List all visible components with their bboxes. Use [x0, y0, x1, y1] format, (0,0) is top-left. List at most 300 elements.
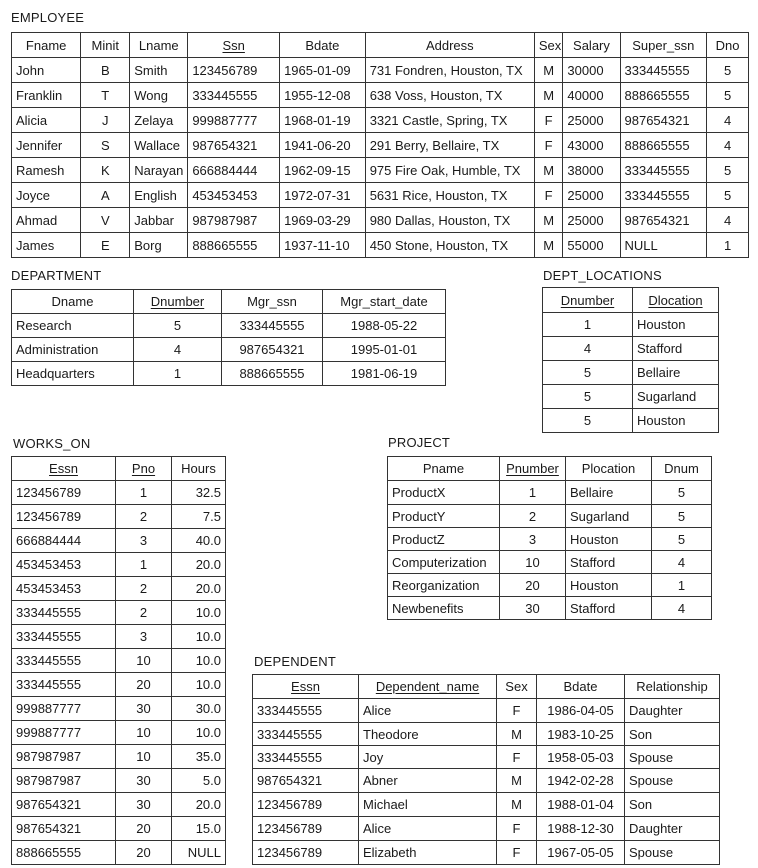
dept-locations-title: DEPT_LOCATIONS: [543, 268, 662, 283]
column-header: [280, 33, 366, 58]
table-cell: Elizabeth: [359, 841, 497, 865]
table-row: [12, 553, 226, 577]
column-header-label: Bdate: [563, 679, 598, 694]
table-cell: Abner: [359, 769, 497, 793]
column-header: [633, 288, 719, 313]
column-header-label: Dlocation: [648, 292, 703, 308]
table-cell: 32.5: [172, 481, 226, 505]
table-cell: 666884444: [12, 529, 116, 553]
column-header-label: Fname: [25, 37, 67, 53]
table-cell: 123456789: [253, 793, 359, 817]
table-cell: 1988-01-04: [537, 793, 625, 817]
table-cell: 333445555: [12, 673, 116, 697]
table-cell: 888665555: [620, 133, 707, 158]
table-cell: 5.0: [172, 769, 226, 793]
column-header-label: Mgr_start_date: [340, 294, 428, 309]
column-header-label: Minit: [91, 37, 119, 53]
table-cell: 10: [500, 551, 566, 574]
table-cell: 666884444: [188, 158, 280, 183]
table-cell: 123456789: [12, 505, 116, 529]
table-cell: 25000: [563, 208, 620, 233]
table-cell: 888665555: [222, 362, 323, 386]
table-cell: F: [534, 108, 563, 133]
table-cell: F: [534, 183, 563, 208]
table-cell: F: [497, 699, 537, 723]
table-cell: 987987987: [188, 208, 280, 233]
table-cell: 980 Dallas, Houston, TX: [365, 208, 534, 233]
table-cell: 10.0: [172, 721, 226, 745]
table-row: [12, 183, 749, 208]
column-header-label: Salary: [573, 37, 610, 53]
table-cell: M: [497, 793, 537, 817]
table-cell: 5631 Rice, Houston, TX: [365, 183, 534, 208]
table-cell: 1: [707, 233, 749, 258]
table-cell: 1: [543, 313, 633, 337]
table-row: [388, 481, 712, 505]
table-row: [12, 108, 749, 133]
table-row: [12, 841, 226, 865]
table-cell: 291 Berry, Bellaire, TX: [365, 133, 534, 158]
table-cell: 2: [116, 505, 172, 529]
table-cell: Franklin: [12, 83, 81, 108]
table-cell: 10: [116, 745, 172, 769]
table-cell: Houston: [633, 313, 719, 337]
table-row: [253, 769, 720, 793]
table-cell: T: [81, 83, 130, 108]
table-cell: 2: [116, 577, 172, 601]
table-cell: 123456789: [253, 841, 359, 865]
column-header-label: Sex: [538, 37, 562, 53]
table-cell: 20.0: [172, 577, 226, 601]
table-cell: 999887777: [188, 108, 280, 133]
table-cell: 987654321: [12, 817, 116, 841]
table-cell: 2: [116, 601, 172, 625]
table-cell: Houston: [566, 528, 652, 551]
table-row: [12, 817, 226, 841]
column-header-label: Sex: [505, 679, 528, 694]
table-cell: 2: [500, 505, 566, 528]
table-cell: 999887777: [12, 721, 116, 745]
table-row: [388, 574, 712, 597]
column-header: [625, 675, 720, 699]
column-header: [12, 33, 81, 58]
table-cell: NULL: [620, 233, 707, 258]
table-cell: 3321 Castle, Spring, TX: [365, 108, 534, 133]
table-row: [12, 362, 446, 386]
table-cell: 10.0: [172, 625, 226, 649]
table-cell: 40.0: [172, 529, 226, 553]
table-cell: 333445555: [12, 649, 116, 673]
column-header-label: Dependent_name: [375, 679, 480, 694]
table-row: [12, 505, 226, 529]
column-header: [543, 288, 633, 313]
table-row: [388, 551, 712, 574]
table-cell: Alicia: [12, 108, 81, 133]
table-cell: 450 Stone, Houston, TX: [365, 233, 534, 258]
table-cell: M: [497, 723, 537, 746]
table-cell: 1972-07-31: [280, 183, 366, 208]
table-cell: Sugarland: [633, 385, 719, 409]
column-header-label: Dno: [715, 37, 740, 53]
table-cell: 40000: [563, 83, 620, 108]
table-cell: 1: [134, 362, 222, 386]
column-header: [81, 33, 130, 58]
table-cell: Alice: [359, 817, 497, 841]
table-cell: 3: [500, 528, 566, 551]
department-header-row: [12, 290, 446, 314]
column-header-label: Pnumber: [506, 461, 559, 476]
dept-locations-header-row: [543, 288, 719, 313]
table-cell: Jabbar: [130, 208, 188, 233]
table-cell: 987654321: [188, 133, 280, 158]
table-cell: 4: [707, 108, 749, 133]
table-cell: 1: [500, 481, 566, 505]
table-cell: 888665555: [620, 83, 707, 108]
column-header-label: Pno: [131, 461, 156, 476]
column-header: [188, 33, 280, 58]
table-cell: Joy: [359, 746, 497, 769]
column-header: [497, 675, 537, 699]
column-header: [534, 33, 563, 58]
table-cell: 1: [116, 553, 172, 577]
column-header: [388, 457, 500, 481]
column-header-label: Plocation: [581, 461, 636, 476]
column-header-label: Hours: [181, 461, 216, 476]
table-cell: 5: [543, 361, 633, 385]
table-cell: Zelaya: [130, 108, 188, 133]
employee-header-row: [12, 33, 749, 58]
column-header-label: Dname: [51, 294, 94, 309]
department-table: [11, 289, 446, 386]
table-row: [253, 699, 720, 723]
table-cell: 5: [543, 409, 633, 433]
table-cell: 123456789: [253, 817, 359, 841]
column-header: [566, 457, 652, 481]
column-header: [563, 33, 620, 58]
table-cell: Computerization: [388, 551, 500, 574]
table-row: [12, 625, 226, 649]
table-row: [12, 208, 749, 233]
table-row: [12, 58, 749, 83]
table-row: [253, 746, 720, 769]
table-cell: 1955-12-08: [280, 83, 366, 108]
table-cell: J: [81, 108, 130, 133]
table-cell: 1983-10-25: [537, 723, 625, 746]
table-cell: 333445555: [12, 625, 116, 649]
column-header: [116, 457, 172, 481]
table-cell: 888665555: [12, 841, 116, 865]
table-cell: 1962-09-15: [280, 158, 366, 183]
table-cell: Research: [12, 314, 134, 338]
table-row: [12, 649, 226, 673]
table-cell: ProductY: [388, 505, 500, 528]
table-row: [253, 793, 720, 817]
table-row: [12, 83, 749, 108]
table-cell: 1937-11-10: [280, 233, 366, 258]
table-row: [388, 505, 712, 528]
table-cell: M: [497, 769, 537, 793]
table-cell: F: [497, 746, 537, 769]
table-cell: Joyce: [12, 183, 81, 208]
table-row: [12, 769, 226, 793]
column-header-label: Dnumber: [560, 292, 615, 308]
table-row: [12, 745, 226, 769]
table-cell: Narayan: [130, 158, 188, 183]
table-cell: 25000: [563, 108, 620, 133]
table-cell: 35.0: [172, 745, 226, 769]
table-cell: 4: [134, 338, 222, 362]
table-cell: 5: [707, 58, 749, 83]
table-cell: Son: [625, 723, 720, 746]
table-cell: Spouse: [625, 746, 720, 769]
table-cell: 5: [707, 158, 749, 183]
table-cell: 1981-06-19: [323, 362, 446, 386]
table-cell: 38000: [563, 158, 620, 183]
table-row: [388, 528, 712, 551]
table-cell: 1988-12-30: [537, 817, 625, 841]
table-cell: 5: [707, 183, 749, 208]
works-on-title: WORKS_ON: [13, 436, 91, 451]
table-cell: ProductX: [388, 481, 500, 505]
works-on-header-row: [12, 457, 226, 481]
project-table: [387, 456, 712, 620]
table-cell: Houston: [566, 574, 652, 597]
column-header: [323, 290, 446, 314]
table-cell: 1965-01-09: [280, 58, 366, 83]
table-cell: V: [81, 208, 130, 233]
table-cell: 30: [116, 769, 172, 793]
table-cell: M: [534, 58, 563, 83]
table-cell: 638 Voss, Houston, TX: [365, 83, 534, 108]
table-cell: English: [130, 183, 188, 208]
table-cell: Theodore: [359, 723, 497, 746]
dependent-header-row: [253, 675, 720, 699]
table-cell: 999887777: [12, 697, 116, 721]
table-cell: 1968-01-19: [280, 108, 366, 133]
column-header: [359, 675, 497, 699]
table-row: [12, 673, 226, 697]
column-header-label: Mgr_ssn: [247, 294, 297, 309]
table-cell: Daughter: [625, 817, 720, 841]
table-cell: 30: [116, 697, 172, 721]
table-cell: 1986-04-05: [537, 699, 625, 723]
table-cell: 1967-05-05: [537, 841, 625, 865]
table-cell: Wallace: [130, 133, 188, 158]
table-cell: 1958-05-03: [537, 746, 625, 769]
column-header-label: Pname: [422, 461, 465, 476]
employee-table: [11, 32, 749, 258]
table-cell: 30.0: [172, 697, 226, 721]
table-cell: 10.0: [172, 649, 226, 673]
table-cell: 10.0: [172, 673, 226, 697]
column-header-label: Dnum: [664, 461, 699, 476]
table-cell: Alice: [359, 699, 497, 723]
table-row: [12, 577, 226, 601]
column-header-label: Lname: [138, 37, 179, 53]
table-cell: 1: [652, 574, 712, 597]
table-cell: ProductZ: [388, 528, 500, 551]
table-cell: Houston: [633, 409, 719, 433]
column-header: [652, 457, 712, 481]
table-cell: 731 Fondren, Houston, TX: [365, 58, 534, 83]
table-cell: 5: [707, 83, 749, 108]
column-header-label: Relationship: [636, 679, 708, 694]
table-cell: 10: [116, 721, 172, 745]
table-cell: 333445555: [188, 83, 280, 108]
table-cell: 987654321: [222, 338, 323, 362]
table-cell: 20: [116, 673, 172, 697]
table-cell: 3: [116, 625, 172, 649]
column-header: [253, 675, 359, 699]
column-header-label: Address: [425, 37, 474, 53]
table-cell: 4: [652, 551, 712, 574]
table-cell: B: [81, 58, 130, 83]
table-row: [12, 481, 226, 505]
table-row: [12, 158, 749, 183]
column-header: [620, 33, 707, 58]
table-cell: 30: [500, 597, 566, 620]
table-cell: 20: [500, 574, 566, 597]
table-cell: Stafford: [633, 337, 719, 361]
table-cell: 4: [707, 133, 749, 158]
project-title: PROJECT: [388, 435, 451, 450]
table-cell: 333445555: [253, 746, 359, 769]
table-cell: 15.0: [172, 817, 226, 841]
table-cell: Newbenefits: [388, 597, 500, 620]
table-cell: 1995-01-01: [323, 338, 446, 362]
table-cell: F: [534, 133, 563, 158]
dependent-table: [252, 674, 720, 865]
table-cell: 1942-02-28: [537, 769, 625, 793]
dept-locations-table: [542, 287, 719, 433]
column-header-label: Essn: [291, 679, 320, 694]
table-cell: Bellaire: [633, 361, 719, 385]
table-cell: 20.0: [172, 793, 226, 817]
table-cell: 987654321: [620, 108, 707, 133]
dependent-title: DEPENDENT: [254, 654, 336, 669]
column-header-label: Essn: [49, 461, 78, 476]
table-cell: A: [81, 183, 130, 208]
table-cell: M: [534, 233, 563, 258]
table-cell: 25000: [563, 183, 620, 208]
table-cell: 5: [134, 314, 222, 338]
table-cell: 55000: [563, 233, 620, 258]
table-cell: 10: [116, 649, 172, 673]
column-header: [12, 457, 116, 481]
column-header: [172, 457, 226, 481]
table-row: [543, 313, 719, 337]
column-header: [12, 290, 134, 314]
table-row: [388, 597, 712, 620]
table-cell: 5: [652, 505, 712, 528]
table-row: [253, 723, 720, 746]
column-header: [222, 290, 323, 314]
table-row: [12, 314, 446, 338]
table-cell: 30: [116, 793, 172, 817]
table-cell: S: [81, 133, 130, 158]
table-cell: Headquarters: [12, 362, 134, 386]
table-cell: Spouse: [625, 769, 720, 793]
table-cell: Jennifer: [12, 133, 81, 158]
table-cell: 30000: [563, 58, 620, 83]
table-cell: Sugarland: [566, 505, 652, 528]
column-header: [130, 33, 188, 58]
table-cell: 20.0: [172, 553, 226, 577]
column-header-label: Super_ssn: [632, 37, 695, 53]
table-cell: M: [534, 83, 563, 108]
table-cell: 43000: [563, 133, 620, 158]
table-row: [12, 233, 749, 258]
table-cell: 7.5: [172, 505, 226, 529]
table-cell: 10.0: [172, 601, 226, 625]
table-cell: Son: [625, 793, 720, 817]
table-cell: 333445555: [253, 699, 359, 723]
table-cell: Stafford: [566, 597, 652, 620]
table-row: [12, 529, 226, 553]
column-header-label: Bdate: [305, 37, 340, 53]
table-row: [543, 361, 719, 385]
table-cell: 453453453: [12, 577, 116, 601]
table-cell: 987987987: [12, 769, 116, 793]
table-cell: 5: [543, 385, 633, 409]
table-cell: Borg: [130, 233, 188, 258]
table-cell: 4: [707, 208, 749, 233]
table-cell: 4: [652, 597, 712, 620]
table-cell: 453453453: [188, 183, 280, 208]
table-cell: 333445555: [12, 601, 116, 625]
table-cell: 123456789: [188, 58, 280, 83]
table-cell: 333445555: [253, 723, 359, 746]
table-cell: Stafford: [566, 551, 652, 574]
table-row: [543, 385, 719, 409]
column-header: [365, 33, 534, 58]
column-header: [707, 33, 749, 58]
table-cell: E: [81, 233, 130, 258]
table-cell: 20: [116, 841, 172, 865]
works-on-table: [11, 456, 226, 865]
table-cell: 333445555: [620, 158, 707, 183]
table-cell: 1: [116, 481, 172, 505]
table-cell: 3: [116, 529, 172, 553]
table-cell: Ramesh: [12, 158, 81, 183]
table-cell: Ahmad: [12, 208, 81, 233]
table-row: [543, 337, 719, 361]
table-cell: James: [12, 233, 81, 258]
table-row: [253, 841, 720, 865]
table-cell: Bellaire: [566, 481, 652, 505]
table-cell: Administration: [12, 338, 134, 362]
table-cell: 987654321: [12, 793, 116, 817]
table-cell: M: [534, 158, 563, 183]
department-title: DEPARTMENT: [11, 268, 102, 283]
table-cell: 333445555: [620, 58, 707, 83]
employee-title: EMPLOYEE: [11, 10, 85, 25]
table-cell: Smith: [130, 58, 188, 83]
table-cell: Spouse: [625, 841, 720, 865]
table-cell: NULL: [172, 841, 226, 865]
table-row: [12, 793, 226, 817]
table-cell: Reorganization: [388, 574, 500, 597]
table-cell: 987654321: [253, 769, 359, 793]
table-cell: 1941-06-20: [280, 133, 366, 158]
table-cell: 5: [652, 528, 712, 551]
table-row: [12, 721, 226, 745]
table-cell: K: [81, 158, 130, 183]
column-header: [134, 290, 222, 314]
table-row: [543, 409, 719, 433]
table-cell: John: [12, 58, 81, 83]
column-header: [537, 675, 625, 699]
